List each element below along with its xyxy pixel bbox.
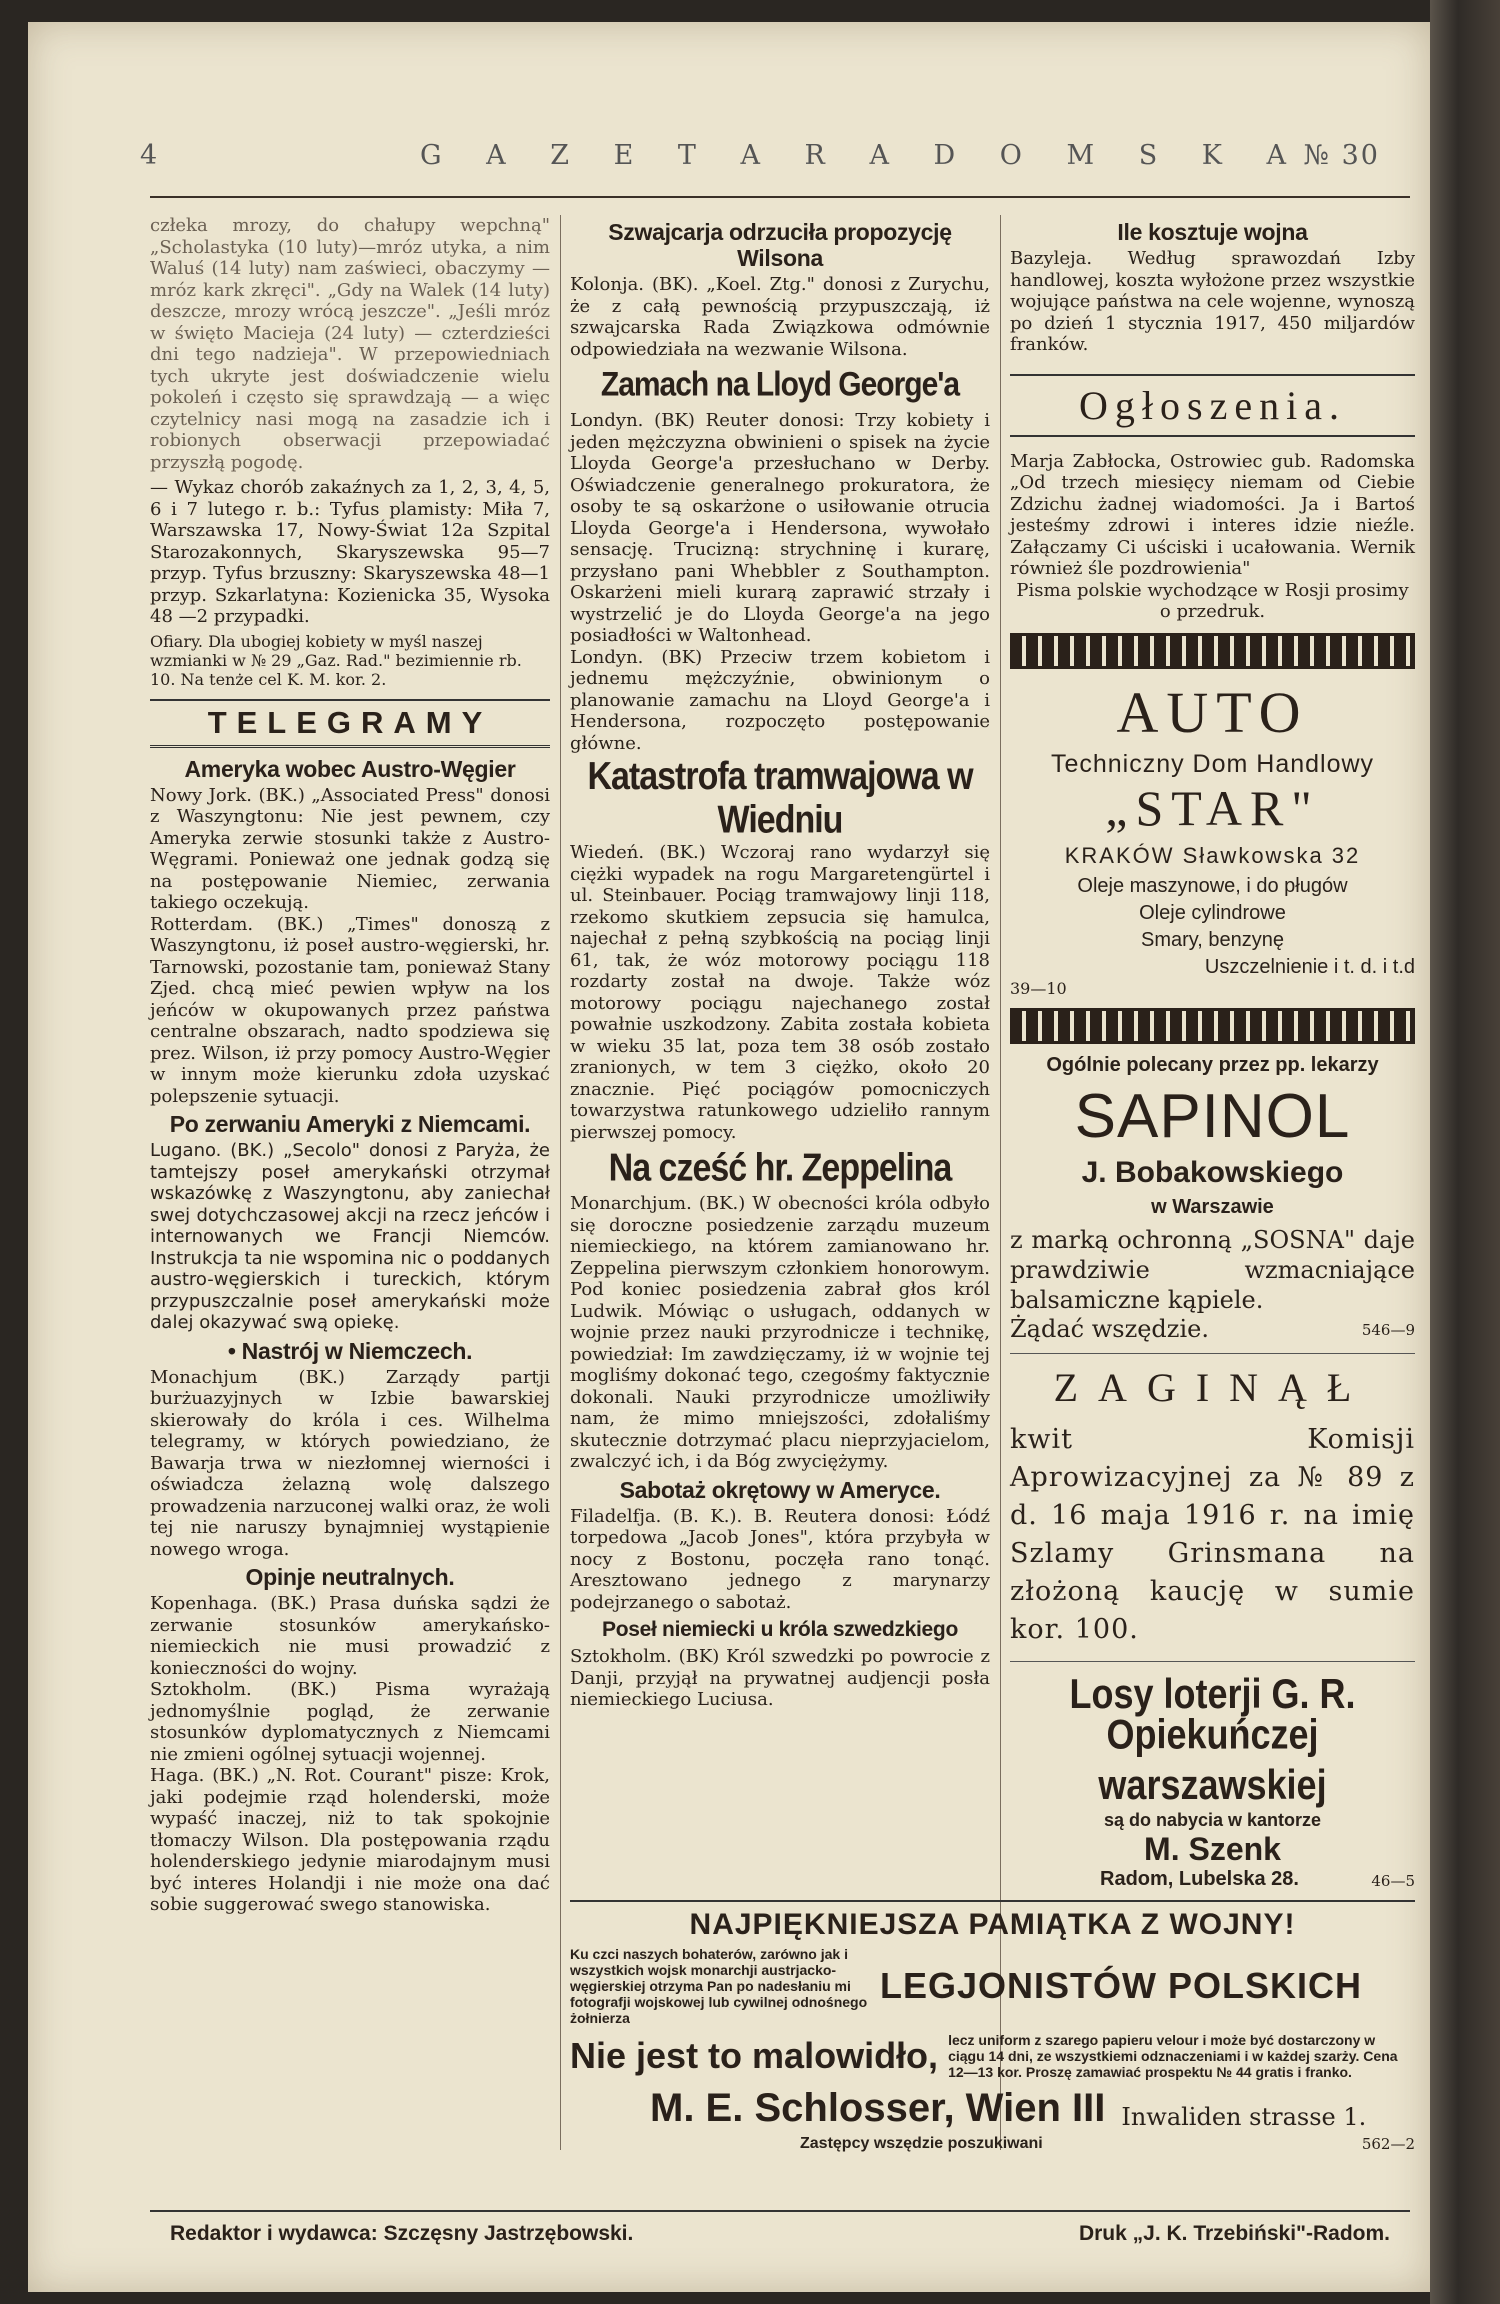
- ad-address: Radom, Lubelska 28.: [1100, 1867, 1299, 1890]
- ad-row: [570, 1946, 1415, 2026]
- ad-text: Uszczelnienie i t. d. i t.d: [1204, 955, 1415, 978]
- ad-text: Ogólnie polecany przez pp. lekarzy: [1046, 1053, 1379, 1076]
- schlosser-ad: [570, 1900, 1415, 2159]
- article-text: Haga. (BK.) „N. Rot. Courant" pisze: Krok, jaki podejmie rząd holenderski, może wypaść inaczej, niż to tak spokojnie tłomaczy Wilson. Dla postępowania rządu holenderskiego jedynie miarodajnym musi być interes Holandji i nie może ona dać sobie suggerować swego stanowiska.: [150, 1765, 550, 1915]
- headline: Zamach na Lloyd George'a: [600, 365, 960, 404]
- ad-text: są do nabycia w kantorze: [1103, 1809, 1322, 1830]
- printer-credit: Druk „J. K. Trzebiński"-Radom.: [1078, 2222, 1390, 2245]
- ad-title: AUTO: [1116, 679, 1309, 745]
- ornament-divider: [1010, 1008, 1415, 1044]
- article-text: Nowy Jork. (BK.) „Associated Press" donosi z Waszyngtonu: Nie jest pewnem, czy Ameryka zerwie stosunki także z Austro-Węgrami. Ponieważ one jednak godzą się na postępowanie Niemiec, zerwania takiego oczekują.: [150, 784, 550, 913]
- article-text: Ofiary. Dla ubogiej kobiety w myśl naszej wzmianki w № 29 „Gaz. Rad." bezimiennie rb. 10. Na tenże cel K. M. kor. 2.: [150, 631, 522, 689]
- book-spine: [1430, 0, 1500, 2304]
- ad-text: lecz uniform z szarego papieru velour i może być dostarczony w ciągu 14 dni, ze wszystkiemi odznaczeniami i w każdej szarży. Cena 12—13 kor. Proszę zamawiać prospektu № 44 gratis i franko.: [948, 2032, 1398, 2080]
- headline: Opinje neutralnych.: [245, 1564, 455, 1590]
- article-text: Sztokholm. (BK.) Pisma wyrażają jednomyślnie pogląd, że zerwanie stosunków dyplomatycznych z Niemcami nie zmieni ogólnej sytuacji wojennej.: [150, 1679, 550, 1765]
- ad-text: Oleje maszynowe, i do pługów: [1077, 874, 1348, 897]
- headline: Ameryka wobec Austro-Węgier: [184, 755, 516, 782]
- article-text: Londyn. (BK) Przeciw trzem kobietom i jednemu mężczyźnie, obwinionym o planowanie zamachu na Lloyd George'a i Hendersona, rozpoczęto postępowanie główne.: [570, 646, 990, 754]
- headline: Sabotaż okrętowy w Ameryce.: [619, 1476, 941, 1503]
- ad-title: Opiekuńczej warszawskiej: [1098, 1710, 1327, 1808]
- ad-footer: [1010, 1868, 1415, 1894]
- ad-text: kwit Komisji Aprowizacyjnej za № 89 z d. 16 maja 1916 r. na imię Szlamy Grinsmana na złożoną kaucję w sumie kor. 100.: [1010, 1423, 1415, 1645]
- article-text: Bazyleja. Według sprawozdań Izby handlowej, koszta wyłożone przez wszystkie wojujące państwa na cele wojenne, wynoszą po dzień 1 stycznia 1917, 450 miljardów franków.: [1010, 248, 1415, 355]
- headline: Na cześć hr. Zeppelina: [608, 1146, 952, 1190]
- ad-code: 546—9: [1361, 1320, 1415, 1339]
- section-title: TELEGRAMY: [150, 699, 550, 748]
- ad-address: Inwaliden strasse 1.: [1121, 2103, 1367, 2131]
- ad-text: J. Bobakowskiego: [1081, 1155, 1344, 1189]
- headline: Szwajcarja odrzuciła propozycję Wilsona: [608, 219, 952, 271]
- column-divider: [1000, 215, 1001, 2150]
- ad-title: Nie jest to malowidło,: [570, 2035, 939, 2076]
- ad-text: Smary, benzynę: [1140, 928, 1285, 951]
- classified-ad: Pisma polskie wychodzące w Rosji prosimy o przedruk.: [1016, 579, 1409, 622]
- ad-text: M. Szenk: [1144, 1830, 1281, 1867]
- column-2: [570, 215, 990, 1711]
- article-text: Wiedeń. (BK.) Wczoraj rano wydarzył się ciężki wypadek na rogu Margaretengürtel i ul. Steinbauer. Pociąg tramwajowy linji 118, rzekomo skutkiem zepsucia się hamulca, najechał z pełną szybkością na pociąg linji 61, tak, że wóz motorowy pociągu 118 rozdarty został na dwoje. Także wóz motorowy pociągu najechanego został powałnie uszkodzony. Zabita została kobieta w wieku 35 lat, poza tem 38 osób zostało zranionych, w tem 3 ciężko, około 20 znacznie. Pięć pociągów pomocniczych towarzystwa ratunkowego udzieliło rannym pierwszej pomocy.: [570, 842, 990, 1143]
- editor-credit: Redaktor i wydawca: Szczęsny Jastrzębowski.: [170, 2222, 634, 2245]
- issue-number: № 30: [1303, 140, 1380, 171]
- page-number: 4: [140, 140, 158, 171]
- ad-code: 39—10: [1010, 978, 1067, 998]
- column-3: [1010, 215, 1415, 1894]
- column-1: [150, 215, 550, 1916]
- ad-text: Żądać wszędzie.: [1010, 1314, 1209, 1343]
- article-text: Lugano. (BK.) „Secolo" donosi z Paryża, że tamtejszy poseł amerykański otrzymał wskazówkę z Waszyngtonu, aby zaniechał swej dotychczasowej akcji na rzecz jeńców i internowanych we Francji Niemców. Instrukcja ta nie wspomina nic o poddanych austro-węgierskich i tureckich, którym przypuszczalnie poseł amerykański może dalej okazywać swą opiekę.: [150, 1140, 550, 1333]
- ad-footer: [570, 2135, 1415, 2159]
- rule: [570, 1900, 1415, 1902]
- ad-title: „STAR": [1105, 779, 1320, 836]
- article-text: Kopenhaga. (BK.) Prasa duńska sądzi że zerwanie stosunków amerykańsko-niemieckich nie musi prowadzić z konieczności do wojny.: [150, 1593, 550, 1679]
- ad-address: KRAKÓW Sławkowska 32: [1064, 842, 1361, 868]
- classified-ad: Marja Zabłocka, Ostrowiec gub. Radomska „Od trzech miesięcy niemam od Ciebie Zdzichu żadnej wiadomości. Ja i Bartoś jesteśmy zdrowi i interes idzie nieźle. Załączamy Ci uściski i ucałowania. Wernik również śle pozdrowienia": [1010, 450, 1415, 579]
- article-text: Londyn. (BK) Reuter donosi: Trzy kobiety i jeden mężczyzna obwinieni o spisek na życie Lloyda George'a przesłuchano w Derby. Oświadczenie generalnego prokuratora, że osoby te są oskarżone o usiłowanie otrucia Lloyda George'a i Hendersona, wywołało sensację. Trucizną: strychninę i kurarę, przysłano pani Whebbler z Southampton. Oskarżeni mieli kurarą zaprawić strzały i wystrzelić je do Lloyda George'a na jego posiadłości w Waltonhead.: [570, 410, 990, 646]
- ad-title: NAJPIĘKNIEJSZA PAMIĄTKA Z WOJNY!: [689, 1908, 1296, 1941]
- ad-title: ZAGINĄŁ: [1053, 1364, 1372, 1410]
- ad-text: Oleje cylindrowe: [1139, 901, 1286, 924]
- section-title: Ogłoszenia.: [1010, 374, 1415, 437]
- ad-title: M. E. Schlosser, Wien III: [650, 2086, 1106, 2130]
- headline: • Nastrój w Niemczech.: [227, 1337, 473, 1364]
- article-text: Sztokholm. (BK) Król szwedzki po powrocie z Danji, przyjął na prywatnej audjencji posła niemieckiego Luciusa.: [570, 1646, 990, 1710]
- article-text: Monarchjum. (BK.) W obecności króla odbyło się doroczne posiedzenie zarządu muzeum niemieckiego, na którem zamianowano hr. Zeppelina pierwszym członkiem honorowym. Pod koniec posiedzenia zabrał głos król Ludwik. Mówiąc o usługach, oddanych w wojnie przez nauki przyrodnicze i technikę, powiedział: Im zawdzięczamy, iż w wojnie tej mogliśmy dokonać tego, czegośmy faktycznie dokonali. Nauki przyrodnicze umożliwiły nam, że mimo mniejszości, zdołaliśmy skutecznie dotrzymać placu nieprzyjacielom, zwalczyć ich, i da Bóg zwyciężymy.: [570, 1193, 990, 1472]
- rule: [1010, 1353, 1415, 1354]
- headline: Katastrofa tramwajowa w Wiedniu: [587, 754, 973, 842]
- rule: [1010, 1661, 1415, 1662]
- page-footer: [150, 2222, 1410, 2262]
- article-text: człeka mrozy, do chałupy wepchną" „Scholastyka (10 luty)—mróz utyka, a nim Waluś (14 luty) nam zaświeci, obaczymy — mróz kark zkręci". „Gdy na Walek (14 luty) deszcze, mrozy wrócą jeszcze". „Jeśli mróz w święto Macieja (24 luty) — czterdzieści dni tego nadzieja". W przepowiedniach tych ukryte jest doświadczenie wielu pokoleń i często się sprawdzają — a więc czytelnicy nasi mogą na zasadzie ich i robionych obserwacji przepowiadać przyszłą pogodę.: [150, 215, 550, 473]
- ad-text: Techniczny Dom Handlowy: [1050, 749, 1375, 778]
- masthead-title: G A Z E T A R A D O M S K A: [420, 140, 1305, 171]
- ad-title: LEGJONISTÓW POLSKICH: [880, 1965, 1363, 2006]
- ad-text: Ku czci naszych bohaterów, zarówno jak i wszystkich wojsk monarchji austrjacko-węgierskiej otrzyma Pan po nadesłaniu mi fotografji wojskowej lub cywilnej odnośnego żołnierza: [570, 1946, 868, 2026]
- column-divider: [560, 215, 561, 2150]
- footer-rule: [150, 2210, 1410, 2212]
- ad-title: Losy loterji G. R.: [1069, 1669, 1356, 1717]
- article-text: Rotterdam. (BK.) „Times" donoszą z Waszyngtonu, iż poseł austro-węgierski, hr. Tarnowski, pozostanie tam, ponieważ Stany Zjed. chcą mieć pewien wpływ na los jeńców w okupowanych przez państwa centralne obszarach, nadto spodziewa się prez. Wilson, iż przy pomocy Austro-Węgier w innym może kierunku zdoła uzyskać polepszenie sytuacji.: [150, 913, 550, 1107]
- ad-text: z marką ochronną „SOSNA" daje prawdziwie wzmacniające balsamiczne kąpiele.: [1010, 1225, 1415, 1314]
- ornament-divider: [1010, 633, 1415, 669]
- ad-row: [570, 2032, 1415, 2080]
- header-rule: [150, 196, 1410, 198]
- ad-row: [570, 2086, 1415, 2131]
- page-header: [140, 140, 1380, 180]
- article-text: Monachjum (BK.) Zarządy partji burżuazyjnych w Izbie bawarskiej skierowały do króla i ces. Wilhelma telegramy, w których powiedziano, że Bawarja trwa w niezłomnej wierności i oświadcza żelazną wolę dalszego prowadzenia narzuconej walki oraz, że woli tej nie naruszy bynajmniej wystąpienie nowego wroga.: [150, 1366, 550, 1560]
- article-text: Filadelfja. (B. K.). B. Reutera donosi: Łódź torpedowa „Jacob Jones", która przybyła w nocy z Bostonu, poczęła rano tonąć. Aresztowano jednego z marynarzy podejrzanego o sabotaż.: [570, 1505, 990, 1613]
- article-text: Kolonja. (BK). „Koel. Ztg." donosi z Zurychu, że z całą pewnością przypuszczają, iż szwajcarska Rada Związkowa odmównie odpowiedziała na wezwanie Wilsona.: [570, 274, 990, 360]
- ad-code: 46—5: [1371, 1871, 1415, 1890]
- ad-text: Zastępcy wszędzie poszukiwani: [800, 2135, 1043, 2152]
- article-text: — Wykaz chorób zakaźnych za 1, 2, 3, 4, 5, 6 i 7 lutego r. b.: Tyfus plamisty: Miła 7, Warszawska 17, Nowy-Świat 12a Szpital Starozakonnych, Skaryszewska 95—7 przyp. Tyfus brzuszny: Skaryszewska 48—1 przyp. Szkarlatyna: Kozienicka 35, Wysoka 48 —2 przypadki.: [150, 477, 550, 627]
- ad-title: SAPINOL: [1074, 1081, 1351, 1151]
- ad-text: w Warszawie: [1151, 1195, 1274, 1218]
- headline: Ile kosztuje wojna: [1117, 219, 1308, 245]
- headline: Poseł niemiecki u króla szwedzkiego: [602, 1618, 958, 1641]
- ad-code: 562—2: [1361, 2135, 1415, 2153]
- ad-footer: [1010, 1315, 1415, 1345]
- headline: Po zerwaniu Ameryki z Niemcami.: [169, 1111, 531, 1137]
